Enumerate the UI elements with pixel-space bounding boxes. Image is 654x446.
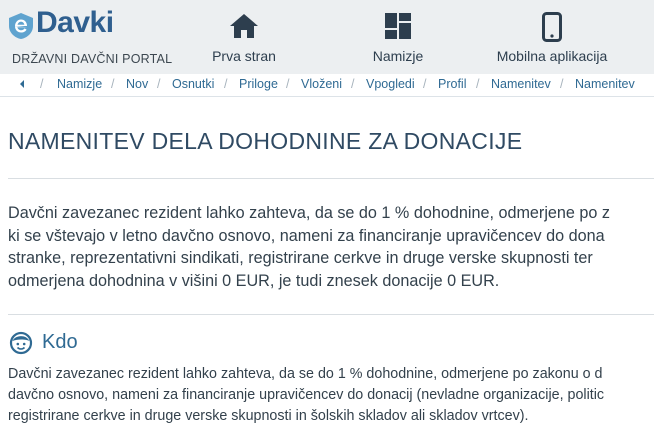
intro-line: ki se vštevajo v letno davčno osnovo, nameni za financiranje upravičencev do dona <box>8 226 605 245</box>
page-title: NAMENITEV DELA DOHODNINE ZA DONACIJE <box>8 128 523 154</box>
divider <box>8 314 654 315</box>
breadcrumb-item[interactable]: Namenitev <box>491 77 551 91</box>
site-header <box>0 0 654 74</box>
divider <box>8 178 654 179</box>
home-icon <box>229 12 259 40</box>
nav-prva-stran[interactable] <box>196 0 292 74</box>
kdo-line: davčno osnovo, nameni za financiranje upravičencev do donacij (nevladne organizacije, politic <box>8 387 605 403</box>
nav-mobilna-aplikacija[interactable] <box>486 0 618 74</box>
person-face-icon <box>9 331 33 355</box>
breadcrumb-item[interactable]: Namizje <box>57 77 103 91</box>
nav-label: Namizje <box>372 48 424 64</box>
breadcrumb-item-current[interactable]: Namenitev <box>575 77 635 91</box>
chevron-left-icon[interactable] <box>18 79 26 89</box>
intro-line: odmerjena dohodnina v višini 0 EUR, je tudi znesek donacije 0 EUR. <box>8 271 500 290</box>
breadcrumb: / Namizje / Nov / Osnutki / Priloge / Vloženi / Vpogledi / Profil / Namenitev / Namenitev <box>0 74 654 97</box>
section-title-kdo: Kdo <box>42 331 78 353</box>
breadcrumb-item[interactable]: Profil <box>438 77 467 91</box>
breadcrumb-item[interactable]: Nov <box>126 77 149 91</box>
nav-namizje[interactable] <box>350 0 446 74</box>
breadcrumb-item[interactable]: Osnutki <box>172 77 215 91</box>
logo-e-icon <box>8 12 34 40</box>
intro-line: Davčni zavezanec rezident lahko zahteva, da se do 1 % dohodnine, odmerjene po z <box>8 204 611 222</box>
kdo-line: Davčni zavezanec rezident lahko zahteva, da se do 1 % dohodnine, odmerjene po zakonu o d <box>8 366 603 382</box>
breadcrumb-item[interactable]: Vpogledi <box>366 77 415 91</box>
nav-label: Mobilna aplikacija <box>496 48 608 64</box>
intro-line: stranke, reprezentativni sindikati, registrirane cerkve in druge verske skupnosti ter <box>8 249 593 268</box>
kdo-line: registrirane cerkve in druge verske skupnosti in šolskih skladov ali skladov vrtcev). <box>8 408 529 424</box>
breadcrumb-item[interactable]: Vloženi <box>301 77 342 91</box>
edavki-logo[interactable] <box>8 6 173 70</box>
nav-label: Prva stran <box>212 48 276 64</box>
breadcrumb-item[interactable]: Priloge <box>239 77 278 91</box>
logo-subtitle: DRŽAVNI DAVČNI PORTAL <box>12 52 173 66</box>
intro-paragraph <box>8 202 654 292</box>
mobile-phone-icon <box>542 12 562 42</box>
kdo-paragraph <box>8 364 654 427</box>
dashboard-icon <box>384 12 412 40</box>
logo-text: Davki <box>36 6 114 39</box>
